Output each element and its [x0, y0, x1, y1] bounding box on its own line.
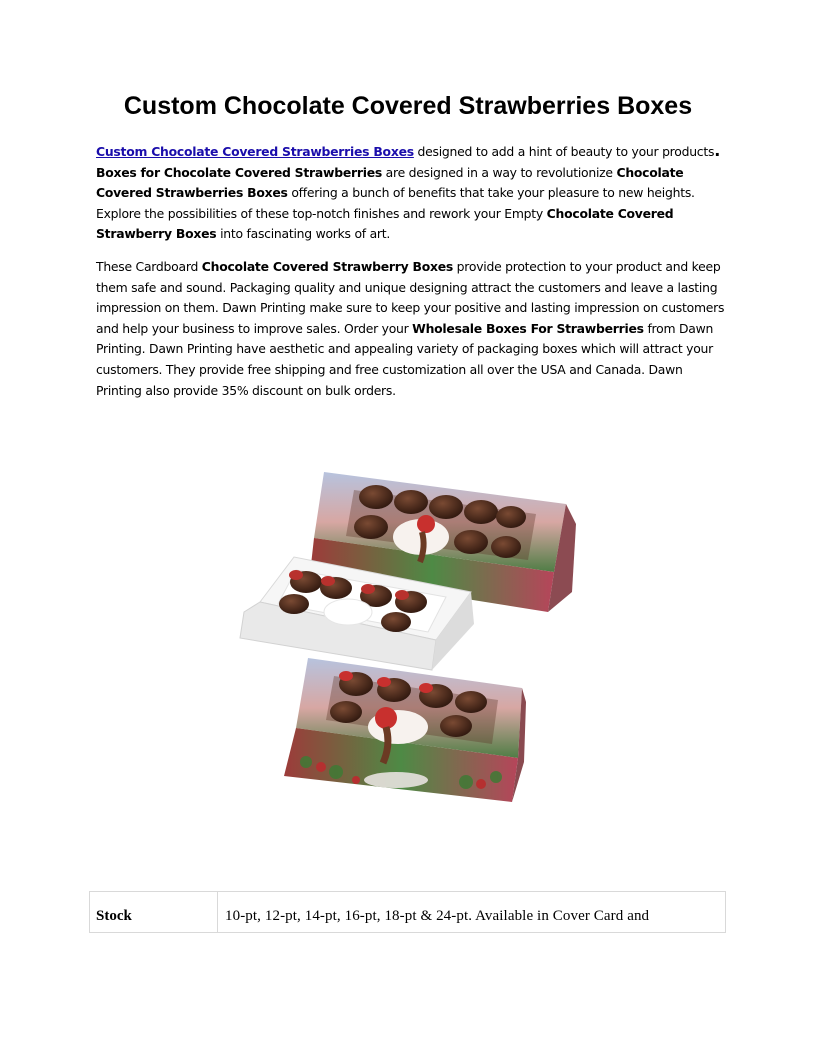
stock-label: Stock — [90, 892, 218, 932]
printed-box-front — [284, 658, 526, 802]
text-span: from Dawn Printing. Dawn Printing have aesthetic and appealing variety of packaging boxes which will attract your customers. They provide free shipping and free customization all over the USA and Canada. Dawn Printing also provide 35% discount on bulk orders. — [96, 320, 714, 398]
text-span: . — [714, 141, 721, 160]
body-paragraph — [96, 257, 726, 401]
specs-table — [89, 891, 726, 933]
text-span: into fascinating works of art. — [216, 226, 391, 242]
bold-phrase: Boxes for Chocolate Covered Strawberries — [96, 164, 382, 180]
bold-phrase: Chocolate Covered Strawberry Boxes — [201, 259, 453, 274]
text-span: offering a bunch of benefits that take your pleasure to new heights. Explore the possibilities of these top-notch finishes and rework your Empty — [96, 185, 695, 221]
product-link[interactable]: Custom Chocolate Covered Strawberries Boxes — [96, 144, 414, 159]
stock-value: 10-pt, 12-pt, 14-pt, 16-pt, 18-pt & 24-pt. Available in Cover Card and — [225, 908, 650, 924]
bold-phrase: Chocolate Covered Strawberry Boxes — [96, 205, 674, 242]
page-title: Custom Chocolate Covered Strawberries Boxes — [123, 92, 693, 120]
text-span: are designed in a way to revolutionize — [381, 164, 617, 180]
text-span: These Cardboard — [96, 259, 202, 274]
bold-phrase: Chocolate Covered Strawberries Boxes — [96, 164, 684, 201]
text-span: provide protection to your product and keep them safe and sound. Packaging quality and unique designing attract the customers and leave a lasting impression on them. Dawn Printing make sure to keep your positive and lasting impression on customers and help your business to improve sales. Order your — [96, 259, 725, 336]
bold-phrase: Wholesale Boxes For Strawberries — [412, 320, 644, 336]
text-span: designed to add a hint of beauty to your products — [413, 144, 715, 159]
intro-paragraph — [96, 141, 726, 245]
strawberry-boxes-image — [236, 462, 581, 812]
